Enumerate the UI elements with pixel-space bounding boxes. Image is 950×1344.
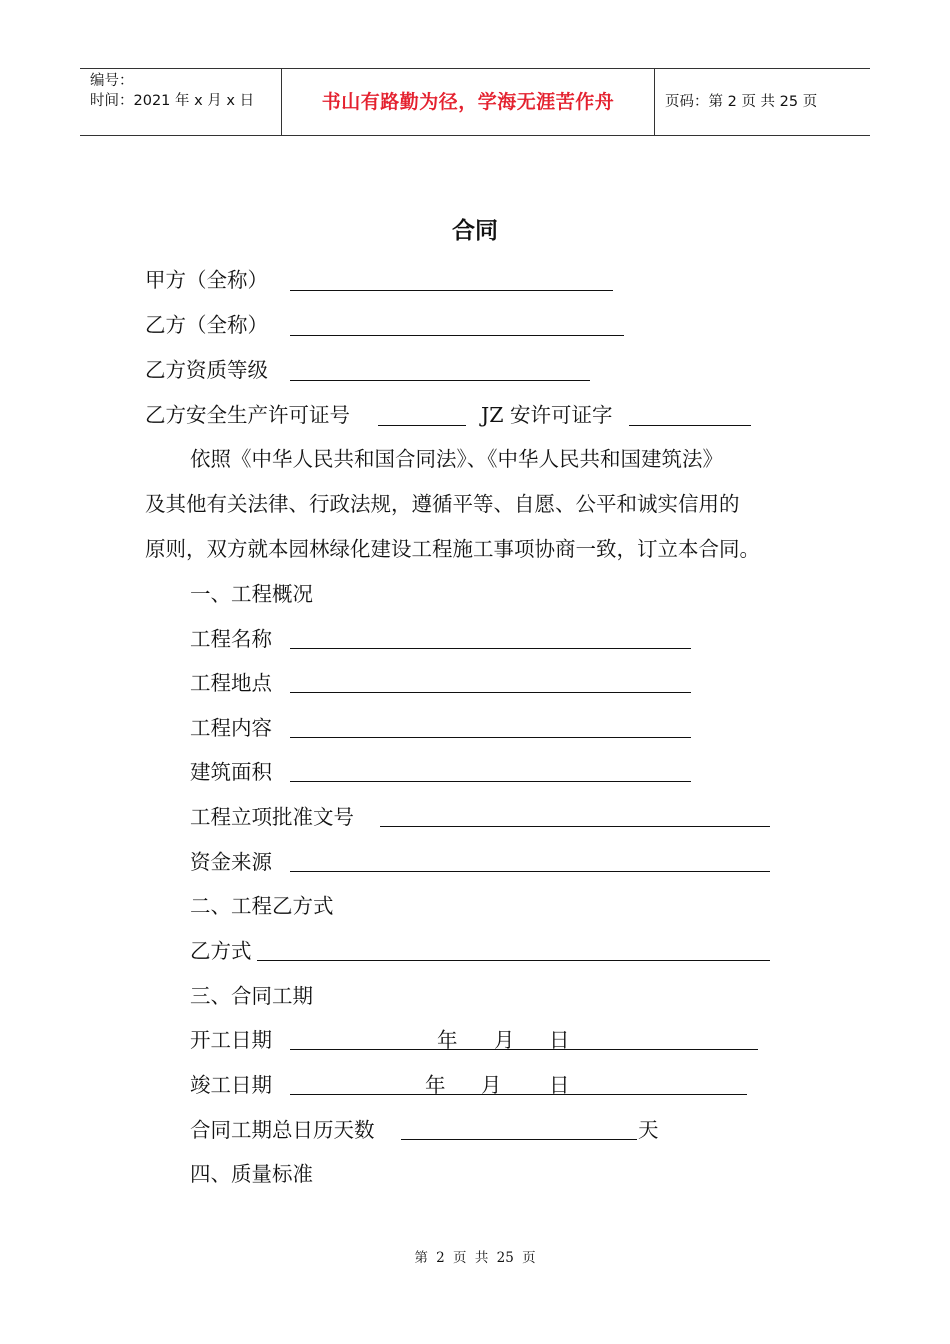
end-date-label: 竣工日期	[190, 1073, 272, 1097]
project-content-blank[interactable]	[290, 737, 691, 738]
intro-line-3: 原则，双方就本园林绿化建设工程施工事项协商一致，订立本合同。	[145, 537, 760, 561]
qualification-blank[interactable]	[290, 380, 590, 381]
document-time-label: 时间：2021 年 x 月 x 日	[90, 93, 255, 109]
approval-number-blank[interactable]	[380, 826, 770, 827]
party-a-label: 甲方（全称）	[145, 268, 268, 292]
document-number-label: 编号：	[90, 73, 134, 89]
party-b-label: 乙方（全称）	[145, 313, 268, 337]
section-4-heading: 四、质量标准	[190, 1162, 313, 1186]
start-date-label: 开工日期	[190, 1028, 272, 1052]
safety-license-label: 乙方安全生产许可证号	[145, 403, 350, 427]
qualification-label: 乙方资质等级	[145, 358, 268, 382]
section-1-heading: 一、工程概况	[190, 582, 313, 606]
header-motto: 书山有路勤为径，学海无涯苦作舟	[282, 69, 655, 135]
party-b-blank[interactable]	[290, 335, 624, 336]
header-meta-cell	[80, 69, 282, 135]
project-name-label: 工程名称	[190, 627, 272, 651]
days-unit-label: 天	[638, 1118, 659, 1142]
start-date-blank[interactable]	[290, 1049, 758, 1050]
end-year-label: 年	[425, 1073, 446, 1097]
approval-number-label: 工程立项批准文号	[190, 805, 354, 829]
total-days-blank[interactable]	[401, 1139, 637, 1140]
intro-line-2: 及其他有关法律、行政法规，遵循平等、自愿、公平和诚实信用的	[145, 492, 740, 516]
jz-license-label: JZ 安许可证字	[481, 403, 613, 427]
funding-source-label: 资金来源	[190, 850, 272, 874]
funding-source-blank[interactable]	[290, 871, 770, 872]
header-page-info: 页码：第 2 页 共 25 页	[665, 94, 818, 110]
end-date-blank[interactable]	[290, 1094, 747, 1095]
project-location-blank[interactable]	[290, 692, 691, 693]
building-area-blank[interactable]	[290, 781, 691, 782]
end-day-label: 日	[549, 1073, 570, 1097]
start-day-label: 日	[549, 1028, 570, 1052]
document-title: 合同	[452, 217, 498, 244]
project-location-label: 工程地点	[190, 671, 272, 695]
start-month-label: 月	[494, 1028, 515, 1052]
project-name-blank[interactable]	[290, 648, 691, 649]
project-content-label: 工程内容	[190, 716, 272, 740]
contract-method-blank[interactable]	[257, 960, 770, 961]
start-year-label: 年	[437, 1028, 458, 1052]
document-header	[80, 68, 870, 136]
section-3-heading: 三、合同工期	[190, 984, 313, 1008]
end-month-label: 月	[481, 1073, 502, 1097]
total-days-label: 合同工期总日历天数	[190, 1118, 375, 1142]
contract-method-label: 乙方式	[190, 939, 252, 963]
intro-line-1: 依照《中华人民共和国合同法》、《中华人民共和国建筑法》	[190, 447, 723, 471]
jz-license-blank[interactable]	[629, 425, 751, 426]
building-area-label: 建筑面积	[190, 760, 272, 784]
safety-license-blank[interactable]	[378, 425, 466, 426]
section-2-heading: 二、工程乙方式	[190, 894, 334, 918]
party-a-blank[interactable]	[290, 290, 613, 291]
page-footer: 第 2 页 共 25 页	[414, 1250, 536, 1266]
